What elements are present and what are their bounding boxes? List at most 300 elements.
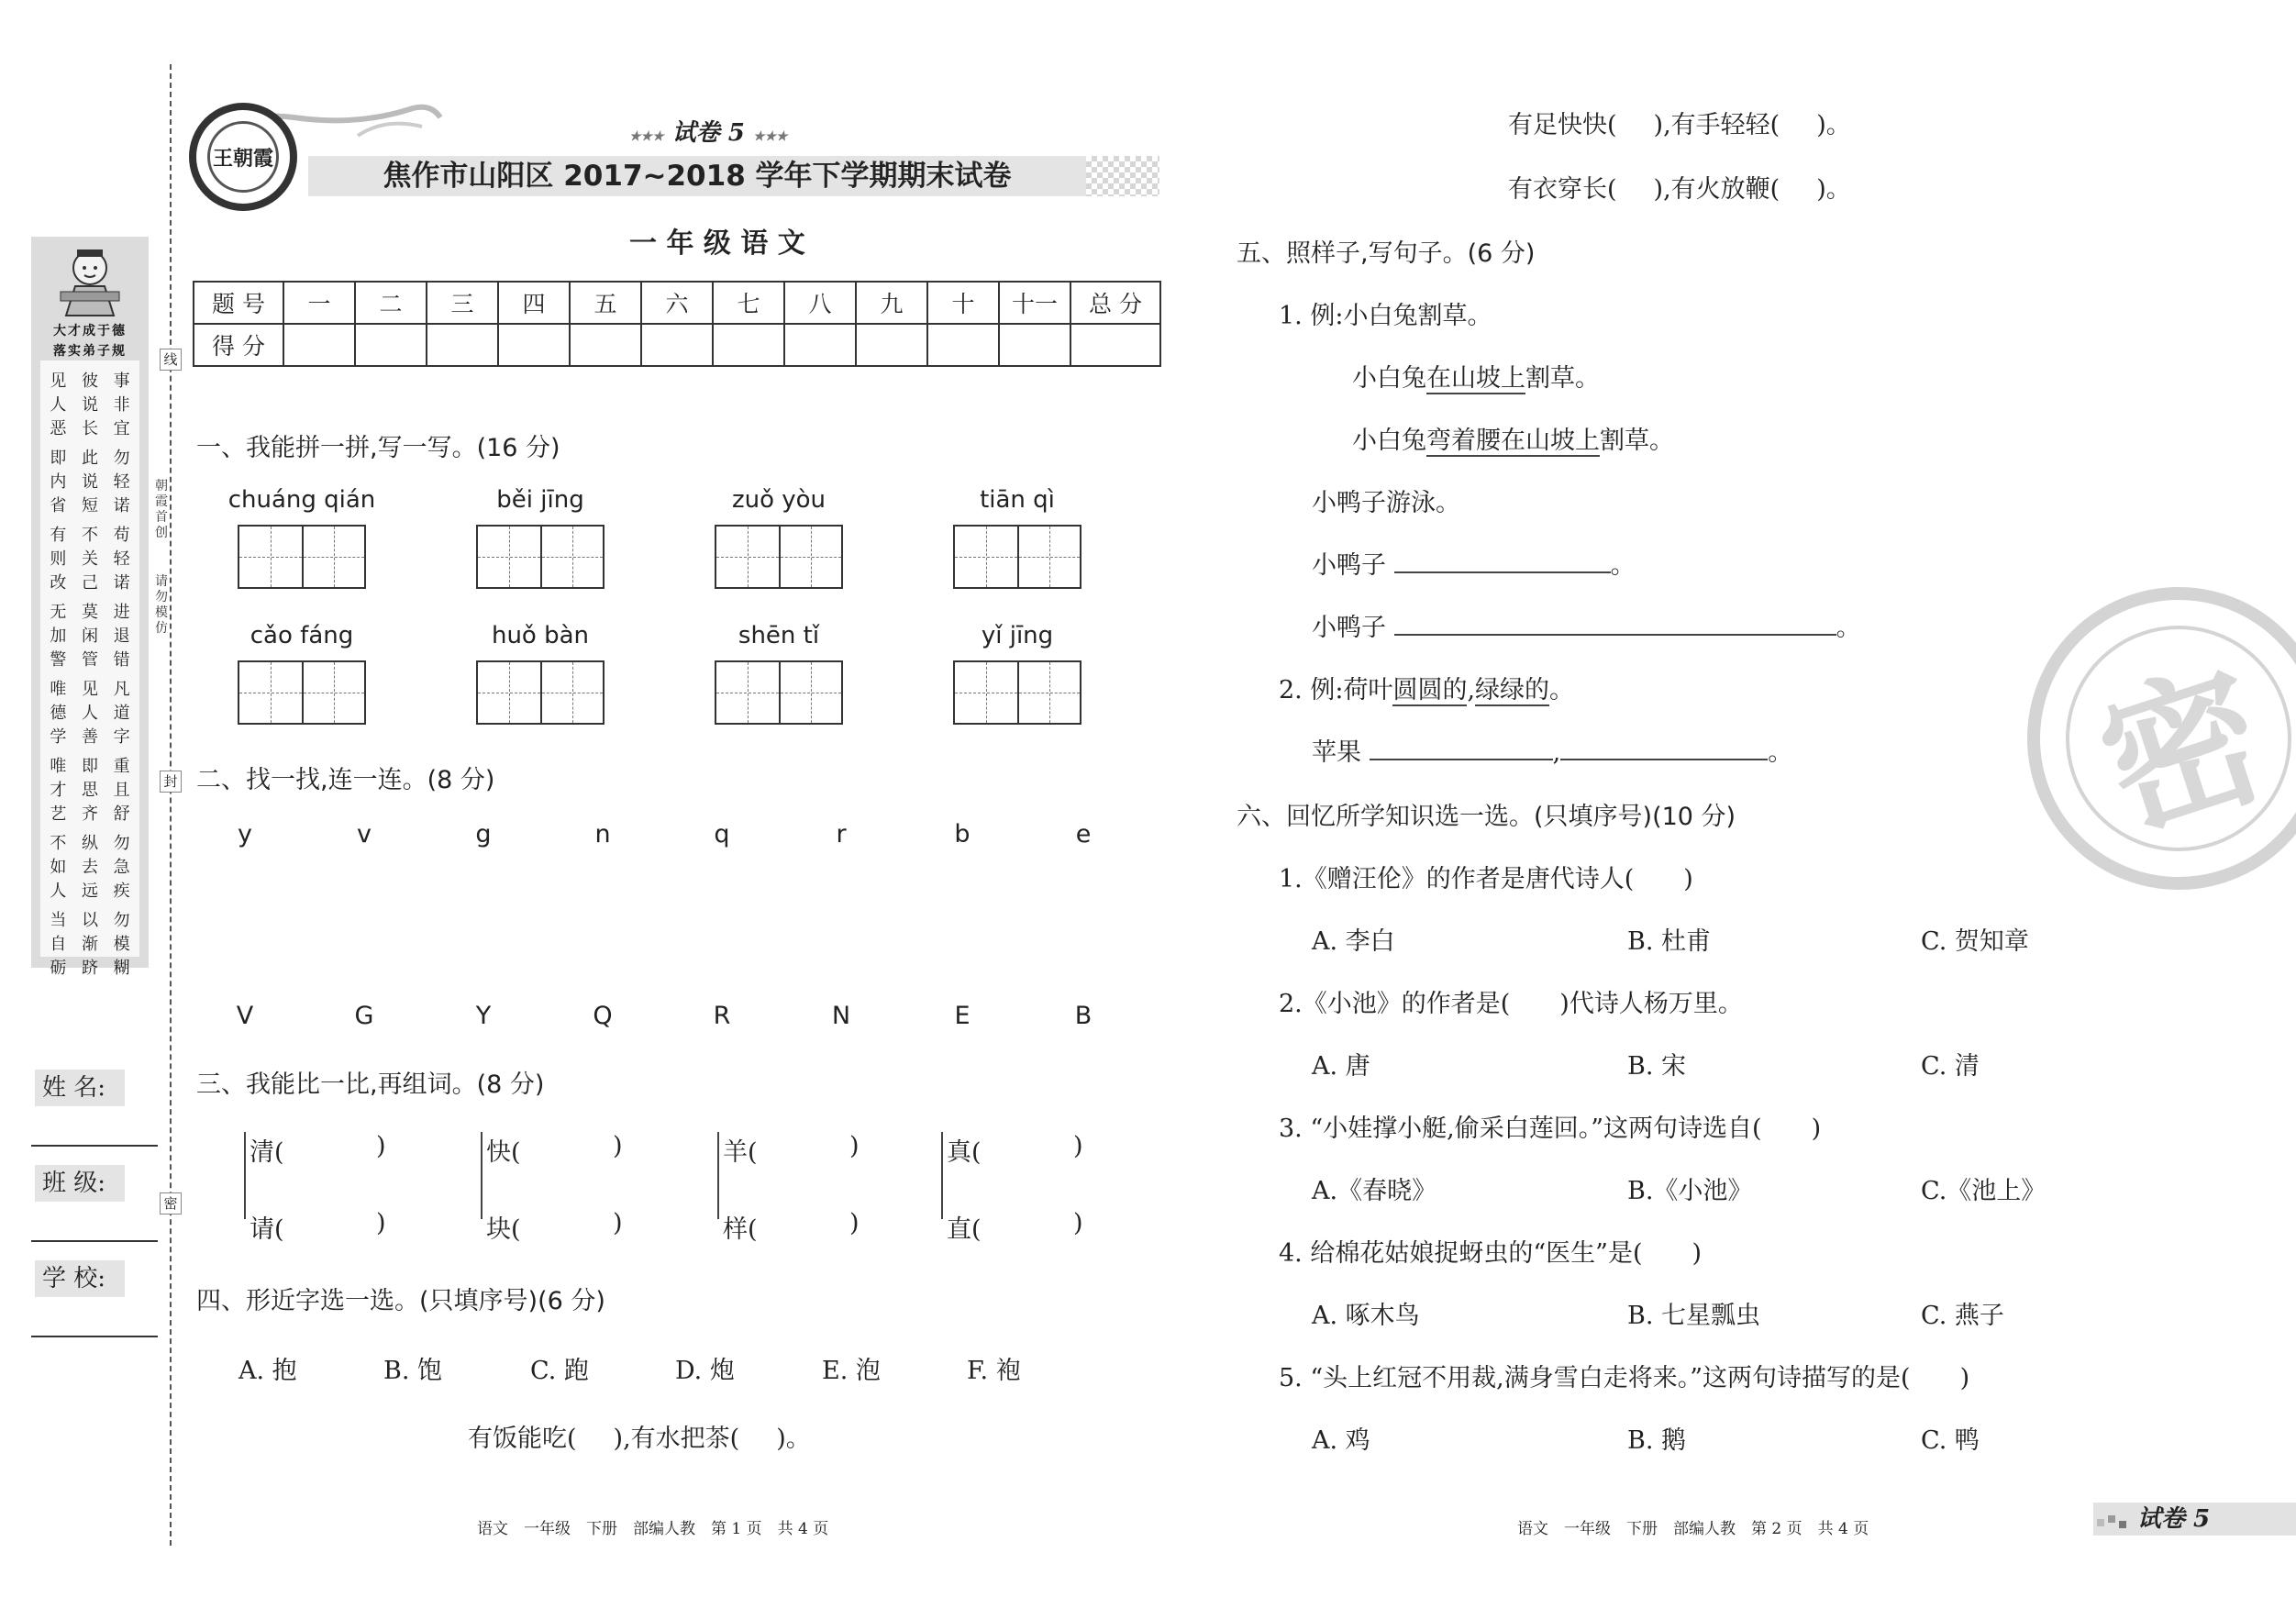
ex2-label: 2. 例:荷叶	[1279, 676, 1393, 704]
score-header-cell: 八	[784, 282, 856, 324]
score-header-cell: 七	[713, 282, 784, 324]
score-cell[interactable]	[570, 324, 641, 366]
pair-close: )	[613, 1132, 623, 1160]
tianzige-cell[interactable]	[1017, 662, 1080, 723]
proverb-row	[42, 417, 138, 441]
proverb-char: 事	[113, 372, 130, 391]
proverb-char: 即	[50, 449, 67, 468]
proverb-char: 疾	[113, 882, 130, 901]
tianzige-cell[interactable]	[779, 527, 841, 587]
score-header-cell: 九	[856, 282, 927, 324]
proverb-char: 即	[81, 757, 98, 776]
proverb-row	[42, 524, 138, 548]
proverb-char: 则	[50, 549, 67, 569]
motto-line-2: 落实弟子规	[53, 344, 127, 359]
proverb-char: 重	[113, 757, 130, 776]
lowercase-letter[interactable]: q	[714, 820, 730, 848]
proverb-char: 凡	[113, 680, 130, 699]
pair-close: )	[1073, 1132, 1083, 1160]
proverb-row	[42, 755, 138, 779]
score-table	[193, 281, 1161, 367]
score-header-cell: 五	[570, 282, 641, 324]
footer-right: 语文 一年级 下册 部编人教 第 2 页 共 4 页	[1517, 1520, 1869, 1538]
series-label: 试卷 5	[671, 119, 745, 147]
proverb-row	[42, 548, 138, 571]
question-text: 1.《赠汪伦》的作者是唐代诗人( )	[1279, 865, 1693, 893]
line2-part-c: )。	[1816, 111, 1851, 139]
tianzige-cell[interactable]	[1017, 527, 1080, 587]
q1b-period: 。	[1836, 614, 1861, 642]
ex1a-pre: 小白兔	[1352, 364, 1426, 393]
proverb-char: 见	[50, 372, 67, 391]
proverb-row	[42, 933, 138, 957]
pair-blank[interactable]	[530, 1132, 589, 1159]
pair-word: 块(	[486, 1215, 521, 1244]
question1-answer-b	[1312, 607, 1861, 643]
footer-tag-squares	[2097, 1512, 2130, 1530]
q1a-answer-line[interactable]	[1394, 548, 1611, 573]
uppercase-letter[interactable]: Y	[475, 1002, 492, 1030]
confidential-stamp	[2027, 587, 2296, 890]
proverb-row	[42, 625, 138, 649]
proverb-char: 彼	[81, 372, 98, 391]
lowercase-letter[interactable]: g	[475, 820, 492, 848]
proverb-row	[42, 832, 138, 856]
pair-blank[interactable]	[991, 1209, 1049, 1237]
proverb-char: 勿	[113, 834, 130, 853]
uppercase-letter[interactable]: E	[954, 1002, 971, 1030]
section4-line-1	[468, 1418, 811, 1454]
score-cell[interactable]	[927, 324, 999, 366]
scholar-figure	[57, 244, 123, 317]
proverb-char: 道	[113, 704, 130, 723]
score-header-cell: 二	[355, 282, 427, 324]
proverb-char: 诺	[113, 496, 130, 516]
tianzige-cell[interactable]	[779, 662, 841, 723]
score-header-cell: 十一	[999, 282, 1070, 324]
ex2-underlined-1: 圆圆的	[1392, 676, 1468, 704]
proverb-char: 关	[81, 549, 98, 569]
star-decoration-left: ★★★	[629, 129, 664, 144]
pair-close: )	[613, 1209, 623, 1237]
q2-answer-line-1[interactable]	[1370, 735, 1553, 760]
proverb-row	[42, 856, 138, 880]
score-cell[interactable]	[856, 324, 927, 366]
pair-word: 样(	[723, 1215, 758, 1244]
q2-comma: ,	[1552, 738, 1561, 767]
score-row-label: 得 分	[194, 324, 283, 366]
lowercase-letter[interactable]: v	[357, 820, 372, 848]
binding-strip	[31, 237, 149, 978]
tianzige-box[interactable]	[476, 660, 605, 725]
proverb-char: 有	[50, 526, 67, 545]
proverb-char: 此	[81, 449, 98, 468]
pair-word: 清(	[250, 1138, 284, 1167]
option-choice: C. 跑	[530, 1357, 589, 1385]
pair-close: )	[849, 1132, 860, 1160]
ex1a-post: 割草。	[1525, 364, 1600, 393]
score-header-cell: 六	[641, 282, 713, 324]
seal-mark-line: 线	[160, 349, 182, 371]
proverb-char: 急	[113, 858, 130, 877]
lowercase-letter[interactable]: r	[836, 820, 847, 848]
ex2-underlined-2: 绿绿的	[1475, 676, 1550, 704]
proverb-char: 跻	[81, 959, 98, 978]
tianzige-cell[interactable]	[478, 527, 540, 587]
option-choice: F. 袍	[967, 1357, 1021, 1385]
choice-a[interactable]: A. 李白	[1312, 927, 1395, 956]
q2-prefix: 苹果	[1312, 738, 1361, 767]
proverb-char: 退	[113, 627, 130, 646]
pair-blank[interactable]	[530, 1209, 589, 1237]
proverb-char: 模	[113, 935, 130, 954]
proverb-char: 齐	[81, 804, 98, 824]
uppercase-letter[interactable]: Q	[593, 1002, 613, 1030]
choice-a[interactable]: A.《春晓》	[1312, 1177, 1437, 1205]
proverb-char: 勿	[113, 449, 130, 468]
pinyin-label: chuáng qián	[227, 486, 376, 514]
proverb-char: 思	[81, 781, 98, 800]
ex1b-underlined: 弯着腰在山坡上	[1426, 427, 1600, 455]
vertical-note-2: 请勿模仿	[155, 574, 168, 636]
section4-line-2	[1508, 105, 1851, 140]
proverb-char: 恶	[50, 419, 67, 438]
pair-word: 直(	[947, 1215, 982, 1244]
line1-part-b: ),有水把茶(	[613, 1425, 740, 1453]
stamp-character: 密	[2036, 596, 2296, 881]
choice-a[interactable]: A. 啄木鸟	[1312, 1302, 1420, 1330]
option-choice: B. 饱	[383, 1357, 443, 1385]
score-header-row	[194, 282, 1160, 324]
pair-blank[interactable]	[294, 1132, 352, 1159]
proverb-row	[42, 571, 138, 595]
proverb-row	[42, 702, 138, 726]
tianzige-box[interactable]	[476, 525, 605, 589]
tianzige-cell[interactable]	[955, 662, 1017, 723]
proverb-char: 字	[113, 727, 130, 747]
pair-close: )	[1073, 1209, 1083, 1237]
choice-a[interactable]: A. 唐	[1312, 1052, 1370, 1081]
line1-part-a: 有饭能吃(	[468, 1425, 577, 1453]
tianzige-cell[interactable]	[716, 527, 779, 587]
proverb-char: 进	[113, 603, 130, 622]
pair-blank[interactable]	[767, 1209, 826, 1237]
line3-part-c: )。	[1816, 175, 1851, 204]
footer-tag: 试卷 5	[2137, 1505, 2211, 1533]
pinyin-label: cǎo fáng	[250, 622, 354, 649]
score-cell[interactable]	[1070, 324, 1160, 366]
uppercase-letter[interactable]: V	[236, 1002, 254, 1030]
section5-heading: 五、照样子,写句子。(6 分)	[1237, 239, 1536, 268]
question1-sentence: 小鸭子游泳。	[1312, 489, 1460, 517]
proverb-char: 渐	[81, 935, 98, 954]
choice-c[interactable]: C. 鸭	[1921, 1426, 1980, 1455]
proverb-char: 非	[113, 395, 130, 415]
proverb-char: 见	[81, 680, 98, 699]
pair-close: )	[376, 1132, 386, 1160]
choice-c[interactable]: C. 燕子	[1921, 1302, 2004, 1330]
school-label: 学 校:	[35, 1260, 125, 1297]
line3-part-b: ),有火放鞭(	[1653, 175, 1780, 204]
tianzige-cell[interactable]	[302, 527, 364, 587]
question1-answer-a	[1312, 545, 1636, 581]
ex2-comma: ,	[1467, 676, 1476, 704]
score-header-cell: 总 分	[1070, 282, 1160, 324]
class-label: 班 级:	[35, 1165, 125, 1202]
example1-sentence-b	[1352, 420, 1674, 456]
pinyin-label: zuǒ yòu	[731, 486, 826, 514]
choice-b[interactable]: B. 鹅	[1627, 1426, 1687, 1455]
proverb-row	[42, 447, 138, 471]
seal-mark-seal: 封	[160, 771, 182, 793]
pair-close: )	[376, 1209, 386, 1237]
uppercase-letter[interactable]: G	[354, 1002, 374, 1030]
choice-b[interactable]: B. 宋	[1627, 1052, 1687, 1081]
tianzige-box[interactable]	[715, 525, 843, 589]
tianzige-cell[interactable]	[955, 527, 1017, 587]
publisher-logo	[189, 103, 297, 211]
name-label: 姓 名:	[35, 1070, 125, 1106]
proverb-char: 轻	[113, 549, 130, 569]
uppercase-letter[interactable]: N	[831, 1002, 851, 1030]
pair-word: 羊(	[723, 1138, 758, 1167]
proverb-char: 远	[81, 882, 98, 901]
line2-part-a: 有足快快(	[1508, 111, 1617, 139]
section3-heading: 三、我能比一比,再组词。(8 分)	[196, 1070, 545, 1099]
subject-title: 一 年 级 语 文	[629, 227, 805, 260]
score-header-cell: 三	[427, 282, 498, 324]
proverb-char: 德	[50, 704, 67, 723]
proverb-char: 且	[113, 781, 130, 800]
proverb-char: 才	[50, 781, 67, 800]
option-choice: E. 泡	[822, 1357, 881, 1385]
uppercase-letter[interactable]: R	[713, 1002, 731, 1030]
proverb-row	[42, 803, 138, 826]
section4-heading: 四、形近字选一选。(只填序号)(6 分)	[196, 1287, 605, 1315]
q2-period: 。	[1768, 738, 1793, 767]
proverb-row	[42, 601, 138, 625]
proverb-char: 诺	[113, 573, 130, 593]
proverb-char: 长	[81, 419, 98, 438]
proverb-char: 无	[50, 603, 67, 622]
q1b-prefix: 小鸭子	[1312, 614, 1386, 642]
q1a-period: 。	[1610, 551, 1636, 580]
proverb-char: 艺	[50, 804, 67, 824]
option-choice: D. 炮	[675, 1357, 735, 1385]
score-header-cell: 十	[927, 282, 999, 324]
line1-part-c: )。	[776, 1425, 811, 1453]
proverb-row	[42, 779, 138, 803]
proverb-char: 加	[50, 627, 67, 646]
example2	[1279, 670, 1574, 705]
pinyin-label: tiān qì	[980, 486, 1055, 514]
proverb-char: 砺	[50, 959, 67, 978]
ex1b-pre: 小白兔	[1352, 427, 1426, 455]
exam-title: 焦作市山阳区 2017~2018 学年下学期期末试卷	[383, 160, 1012, 193]
proverb-char: 改	[50, 573, 67, 593]
score-cell[interactable]	[641, 324, 713, 366]
proverb-row	[42, 494, 138, 518]
proverb-char: 以	[81, 911, 98, 930]
section6-heading: 六、回忆所学知识选一选。(只填序号)(10 分)	[1237, 803, 1736, 831]
pair-close: )	[849, 1209, 860, 1237]
pinyin-label: shēn tǐ	[738, 622, 820, 649]
choice-a[interactable]: A. 鸡	[1312, 1426, 1370, 1455]
proverb-row	[42, 909, 138, 933]
tianzige-box[interactable]	[953, 660, 1081, 725]
example1-sentence-a	[1352, 358, 1600, 394]
choice-c[interactable]: C.《池上》	[1921, 1177, 2046, 1205]
proverb-char: 闲	[81, 627, 98, 646]
question-text: 2.《小池》的作者是( )代诗人杨万里。	[1279, 990, 1743, 1018]
proverb-char: 善	[81, 727, 98, 747]
proverb-row	[42, 649, 138, 672]
proverb-char: 说	[81, 395, 98, 415]
proverb-char: 人	[50, 882, 67, 901]
proverb-char: 去	[81, 858, 98, 877]
logo-text: 王朝霞	[207, 121, 279, 193]
proverb-char: 警	[50, 650, 67, 670]
proverb-row	[42, 471, 138, 494]
choice-b[interactable]: B. 七星瓢虫	[1627, 1302, 1761, 1330]
proverb-char: 短	[81, 496, 98, 516]
pinyin-label: huǒ bàn	[491, 622, 590, 649]
score-cell[interactable]	[498, 324, 570, 366]
proverb-char: 管	[81, 650, 98, 670]
score-value-row	[194, 324, 1160, 366]
line2-part-b: ),有手轻轻(	[1653, 111, 1780, 139]
score-cell[interactable]	[427, 324, 498, 366]
pair-word: 快(	[486, 1138, 521, 1167]
question-text: 4. 给棉花姑娘捉蚜虫的“医生”是( )	[1279, 1239, 1703, 1268]
proverb-row	[42, 394, 138, 417]
tianzige-box[interactable]	[715, 660, 843, 725]
q2-answer-line-2[interactable]	[1560, 735, 1768, 760]
name-line[interactable]	[31, 1145, 158, 1147]
proverb-char: 唯	[50, 680, 67, 699]
school-line[interactable]	[31, 1336, 158, 1337]
tianzige-cell[interactable]	[302, 662, 364, 723]
proverb-char: 学	[50, 727, 67, 747]
score-header-cell: 题 号	[194, 282, 283, 324]
proverb-char: 轻	[113, 472, 130, 492]
proverb-char: 错	[113, 650, 130, 670]
choice-c[interactable]: C. 贺知章	[1921, 927, 2029, 956]
seal-mark-secret: 密	[160, 1192, 182, 1214]
proverb-row	[42, 678, 138, 702]
lowercase-letter[interactable]: n	[594, 820, 611, 848]
series-label-row	[629, 114, 788, 148]
question-text: 5. “头上红冠不用裁,满身雪白走将来。”这两句诗描写的是( )	[1279, 1364, 1970, 1392]
score-cell[interactable]	[999, 324, 1070, 366]
example1-label: 1. 例:小白兔割草。	[1279, 302, 1492, 330]
tianzige-cell[interactable]	[239, 662, 302, 723]
score-cell[interactable]	[355, 324, 427, 366]
pair-blank[interactable]	[991, 1132, 1049, 1159]
choice-c[interactable]: C. 清	[1921, 1052, 1980, 1081]
tianzige-cell[interactable]	[540, 662, 603, 723]
score-cell[interactable]	[784, 324, 856, 366]
pair-blank[interactable]	[767, 1132, 826, 1159]
vertical-note-1: 朝霞首创	[155, 479, 168, 540]
tianzige-cell[interactable]	[716, 662, 779, 723]
proverb-char: 人	[50, 395, 67, 415]
option-choice: A. 抱	[238, 1357, 297, 1385]
q1b-answer-line[interactable]	[1394, 610, 1836, 636]
question-text: 3. “小娃撑小艇,偷采白莲回。”这两句诗选自( )	[1279, 1115, 1822, 1143]
lowercase-letter[interactable]: e	[1075, 820, 1092, 848]
footer-left: 语文 一年级 下册 部编人教 第 1 页 共 4 页	[477, 1520, 829, 1538]
checker-decoration	[1086, 156, 1159, 196]
proverb-char: 己	[81, 573, 98, 593]
choice-b[interactable]: B. 杜甫	[1627, 927, 1712, 956]
choice-b[interactable]: B.《小池》	[1627, 1177, 1753, 1205]
motto-line-1: 大才成于德	[53, 324, 127, 338]
pinyin-label: yǐ jīng	[981, 622, 1054, 649]
lowercase-letter[interactable]: b	[954, 820, 971, 848]
proverb-char: 唯	[50, 757, 67, 776]
score-cell[interactable]	[713, 324, 784, 366]
proverb-char: 苟	[113, 526, 130, 545]
score-cell[interactable]	[283, 324, 355, 366]
proverb-char: 不	[50, 834, 67, 853]
pair-blank[interactable]	[294, 1209, 352, 1237]
lowercase-letter[interactable]: y	[238, 820, 252, 848]
star-decoration-right: ★★★	[752, 129, 788, 144]
proverb-char: 舒	[113, 804, 130, 824]
proverb-char: 省	[50, 496, 67, 516]
ex1a-underlined: 在山坡上	[1426, 364, 1525, 393]
proverb-list	[42, 370, 138, 981]
proverb-char: 自	[50, 935, 67, 954]
pair-word: 请(	[250, 1215, 284, 1244]
proverb-row	[42, 726, 138, 749]
pair-word: 真(	[947, 1138, 982, 1167]
tianzige-box[interactable]	[953, 525, 1081, 589]
score-header-cell: 四	[498, 282, 570, 324]
class-line[interactable]	[31, 1240, 158, 1242]
proverb-char: 纵	[81, 834, 98, 853]
q1a-prefix: 小鸭子	[1312, 551, 1386, 580]
proverb-char: 人	[81, 704, 98, 723]
pinyin-label: běi jīng	[496, 486, 584, 514]
proverb-row	[42, 370, 138, 394]
section4-line-3	[1508, 169, 1851, 205]
binding-dashed-line	[170, 64, 172, 1546]
tianzige-cell[interactable]	[478, 662, 540, 723]
tianzige-box[interactable]	[238, 660, 366, 725]
proverb-char: 如	[50, 858, 67, 877]
proverb-char: 不	[81, 526, 98, 545]
proverb-char: 宜	[113, 419, 130, 438]
proverb-char: 莫	[81, 603, 98, 622]
section1-heading: 一、我能拼一拼,写一写。(16 分)	[196, 434, 560, 462]
section2-heading: 二、找一找,连一连。(8 分)	[196, 766, 495, 794]
proverb-row	[42, 880, 138, 904]
tianzige-cell[interactable]	[540, 527, 603, 587]
tianzige-box[interactable]	[238, 525, 366, 589]
proverb-char: 糊	[113, 959, 130, 978]
proverb-char: 说	[81, 472, 98, 492]
tianzige-cell[interactable]	[239, 527, 302, 587]
ex1b-post: 割草。	[1600, 427, 1674, 455]
proverb-char: 勿	[113, 911, 130, 930]
ex2-period: 。	[1549, 676, 1575, 704]
proverb-char: 当	[50, 911, 67, 930]
uppercase-letter[interactable]: B	[1074, 1002, 1093, 1030]
proverb-row	[42, 957, 138, 981]
line3-part-a: 有衣穿长(	[1508, 175, 1617, 204]
